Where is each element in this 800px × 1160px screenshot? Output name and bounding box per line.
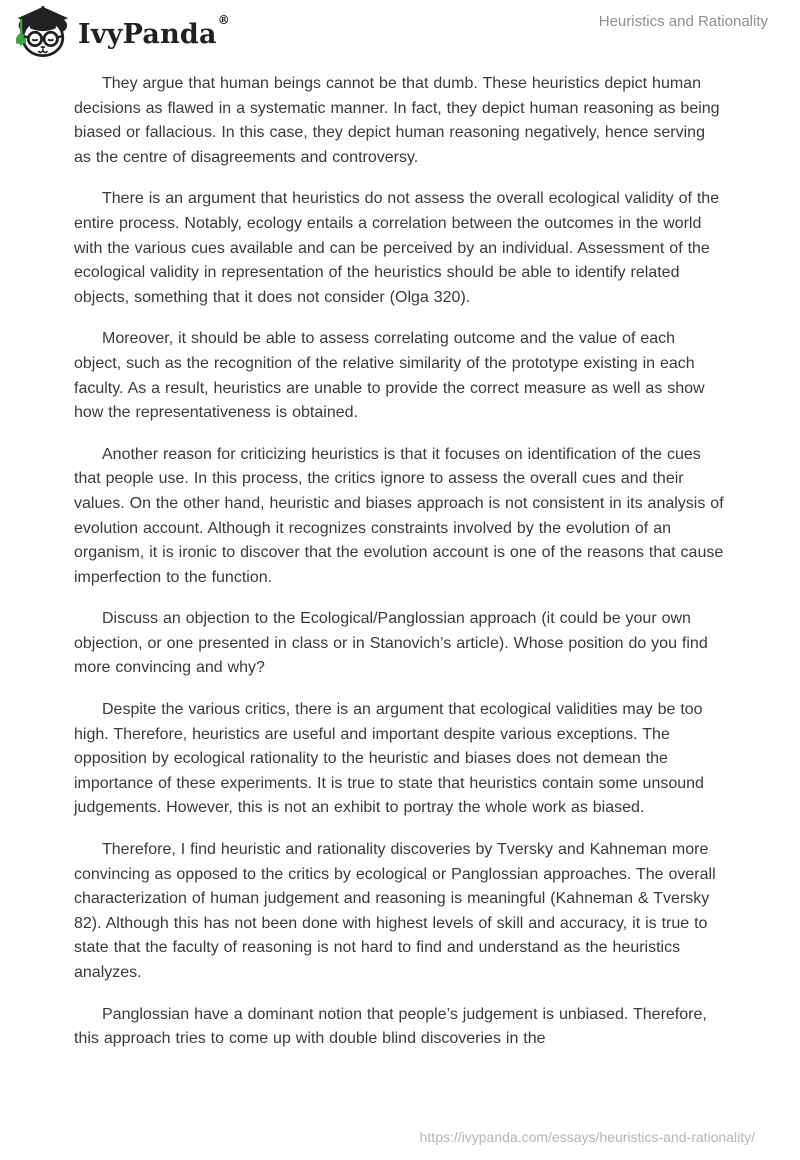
essay-paragraph: Therefore, I find heuristic and rationality discoveries by Tversky and Kahneman more convincing as opposed to the critics by ecological or Panglossian approaches. The overall characterization of human judgement and reasoning is meaningful (Kahneman & Tversky 82). Although this has not been done with highest levels of skill and accuracy, it is true to state that the faculty of reasoning is not hard to find and understand as the heuristics analyzes. [74, 841, 716, 981]
essay-paragraph: Another reason for criticizing heuristics is that it focuses on identification of the cues that people use. In this process, the critics ignore to assess the overall cues and their values. On the other hand, heuristic and biases approach is not consistent in its analysis of evolution account. Although it recognizes constraints involved by the evolution of an organism, it is ironic to discover that the evolution account is one of the reasons that cause imperfection to the function. [74, 445, 724, 586]
page-header [0, 0, 800, 64]
registered-trademark-symbol: ® [217, 12, 230, 27]
essay-paragraph: There is an argument that heuristics do not assess the overall ecological validity of the entire process. Notably, ecology entails a correlation between the outcomes in the world with the various cues available and can be perceived by an individual. Assessment of the ecological validity in representation of the heuristics should be able to identify related objects, something that it does not consider (Olga 320). [74, 190, 720, 306]
essay-paragraph: Moreover, it should be able to assess correlating outcome and the value of each object, such as the recognition of the relative similarity of the prototype existing in each faculty. As a result, heuristics are unable to provide the correct measure as well as show how the representativeness is obtained. [74, 330, 705, 422]
brand-logo-link[interactable] [12, 6, 229, 58]
source-url-link[interactable]: https://ivypanda.com/essays/heuristics-and-rationality/ [419, 1129, 755, 1145]
panda-graduate-icon [12, 6, 70, 58]
page-footer [0, 1129, 755, 1147]
brand-wordmark: IvyPanda® [78, 12, 230, 50]
essay-paragraph: Panglossian have a dominant notion that people’s judgement is unbiased. Therefore, this approach tries to come up with double blind discoveries in the [74, 1005, 707, 1048]
essay-paragraph: Discuss an objection to the Ecological/Panglossian approach (it could be your own objection, or one presented in class or in Stanovich’s article). Whose position do you find more convincing and why? [74, 610, 708, 677]
essay-paragraph: They argue that human beings cannot be that dumb. These heuristics depict human decisions as flawed in a systematic manner. In fact, they depict human reasoning as being biased or fallacious. In this case, they depict human reasoning negatively, hence serving as the centre of disagreements and controversy. [74, 75, 720, 166]
essay-paragraph: Despite the various critics, there is an argument that ecological validities may be too high. Therefore, heuristics are useful and important despite various exceptions. The opposition by ecological rationality to the heuristic and biases does not demean the importance of these experiments. It is true to state that heuristics contain some unsound judgements. However, this is not an exhibit to portray the whole work as biased. [74, 701, 704, 817]
essay-body [74, 72, 724, 1069]
document-title: Heuristics and Rationality [598, 13, 768, 30]
